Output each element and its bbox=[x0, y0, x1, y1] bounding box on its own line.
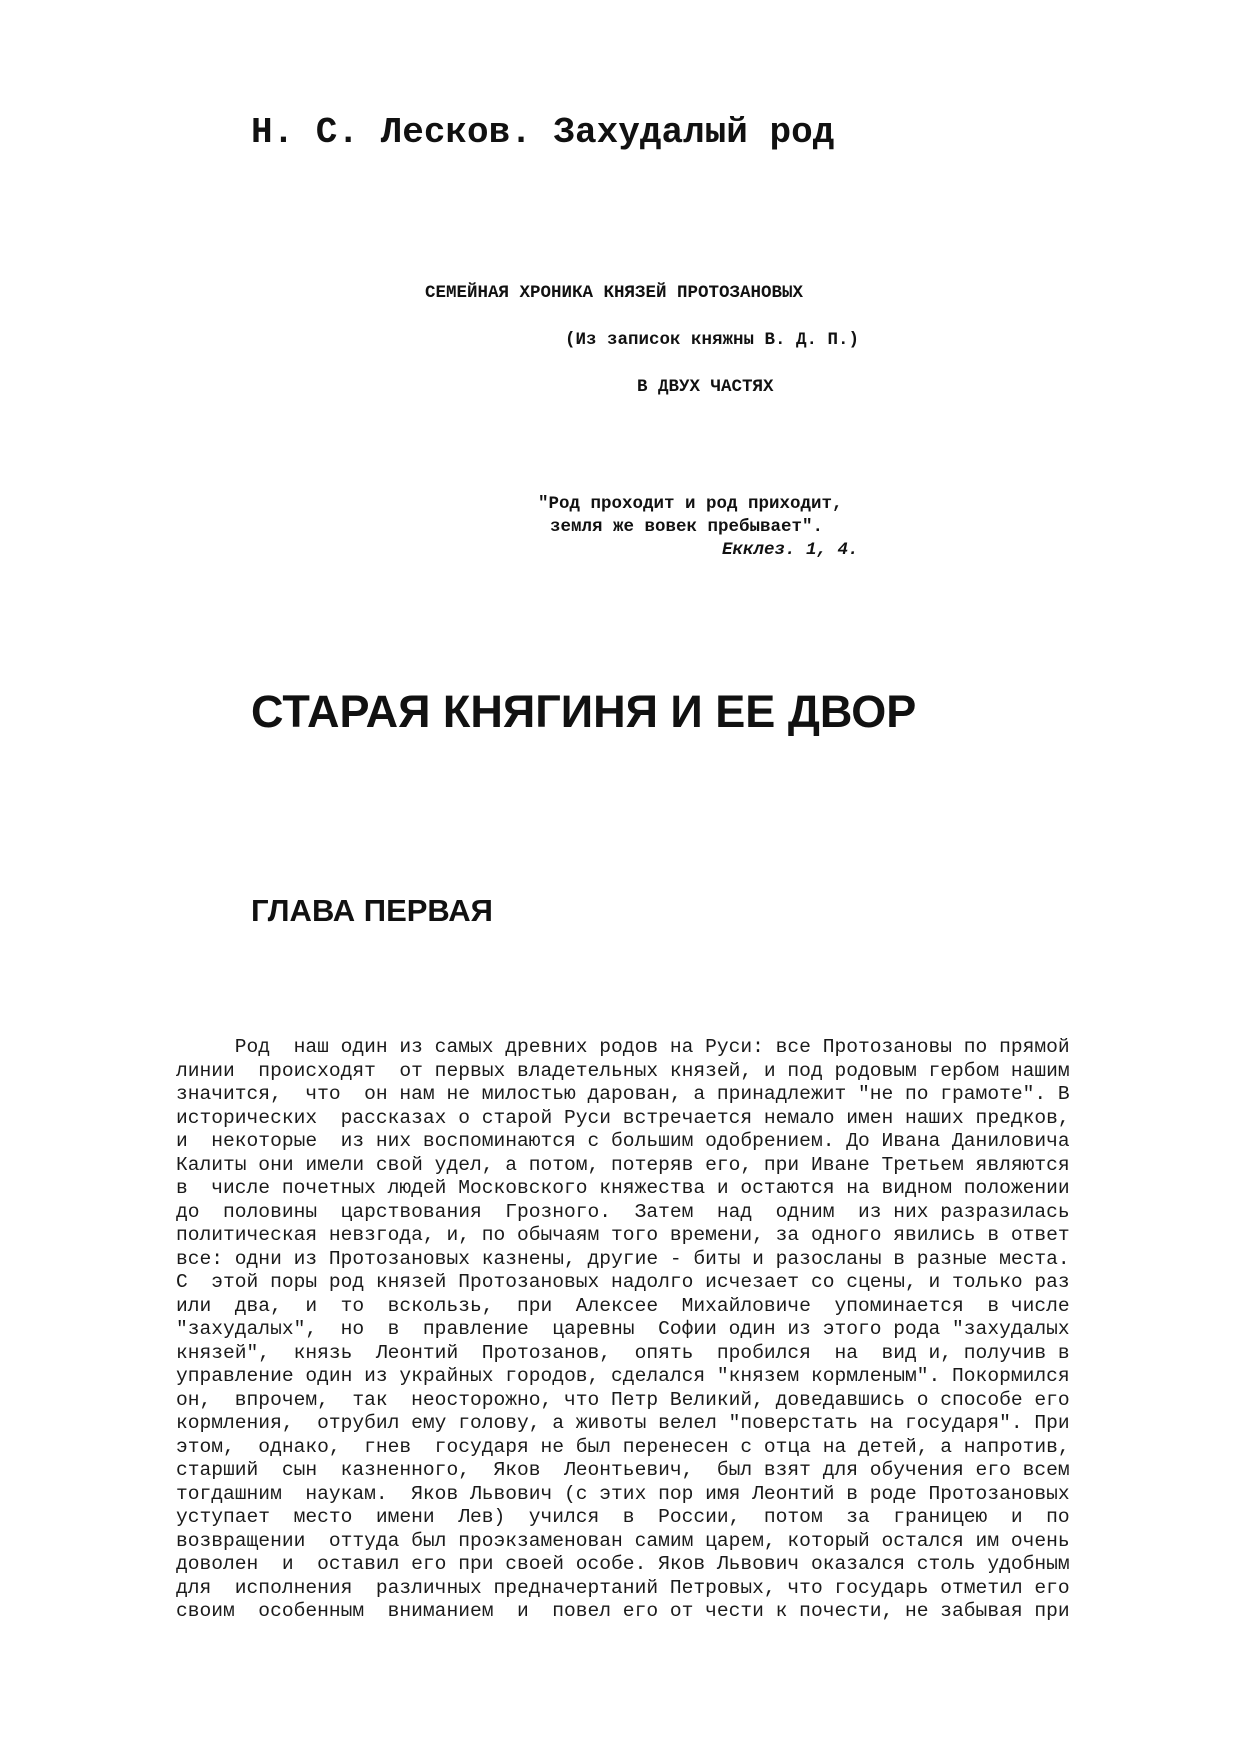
epigraph-line-1: "Род проходит и род приходит, bbox=[538, 494, 843, 514]
body-line: князей", князь Леонтий Протозанов, опять пробился на вид и, получив в bbox=[176, 1341, 1070, 1364]
subtitle-two-parts: В ДВУХ ЧАСТЯХ bbox=[637, 377, 774, 397]
body-line: кормления, отрубил ему голову, а животы велел "поверстать на государя". При bbox=[176, 1412, 1070, 1434]
body-line: управление один из украйных городов, сделался "князем кормленым". Покормился bbox=[176, 1365, 1070, 1387]
body-line: доволен и оставил его при своей особе. Яков Львович оказался столь удобным bbox=[176, 1553, 1070, 1575]
author-title: Н. С. Лесков. Захудалый род bbox=[251, 112, 835, 153]
body-paragraph bbox=[176, 1036, 1120, 1624]
body-line: С этой поры род князей Протозановых надолго исчезает со сцены, и только раз bbox=[176, 1271, 1070, 1293]
subtitle-family-chronicle: СЕМЕЙНАЯ ХРОНИКА КНЯЗЕЙ ПРОТОЗАНОВЫХ bbox=[425, 283, 804, 303]
body-line: значится, что он нам не милостью дарован, а принадлежит "не по грамоте". В bbox=[176, 1083, 1070, 1105]
body-line: для исполнения различных предначертаний Петровых, что государь отметил его bbox=[176, 1576, 1070, 1599]
body-line: в числе почетных людей Московского княжества и остаются на видном положении bbox=[176, 1177, 1070, 1199]
body-line: политическая невзгода, и, по обычаям того времени, за одного явились в ответ bbox=[176, 1224, 1070, 1246]
body-line: тогдашним наукам. Яков Львович (с этих пор имя Леонтий в роде Протозановых bbox=[176, 1482, 1070, 1505]
body-line: до половины царствования Грозного. Затем над одним из них разразилась bbox=[176, 1200, 1070, 1223]
body-line: "захудалых", но в правление царевны Софии один из этого рода "захудалых bbox=[176, 1318, 1070, 1340]
part-title: СТАРАЯ КНЯГИНЯ И ЕЕ ДВОР bbox=[251, 686, 917, 737]
body-line: Род наш один из самых древних родов на Руси: все Протозановы по прямой bbox=[176, 1036, 1070, 1058]
body-line: исторических рассказах о старой Руси встречается немало имен наших предков, bbox=[176, 1106, 1070, 1129]
body-line: и некоторые из них воспоминаются с большим одобрением. До Ивана Даниловича bbox=[176, 1130, 1070, 1152]
body-line: линии происходят от первых владетельных князей, и под родовым гербом нашим bbox=[176, 1059, 1070, 1082]
body-line: или два, и то вскользь, при Алексее Михайловиче упоминается в числе bbox=[176, 1294, 1070, 1317]
body-line: он, впрочем, так неосторожно, что Петр Великий, доведавшись о способе его bbox=[176, 1388, 1070, 1411]
body-line: все: одни из Протозановых казнены, другие - биты и разосланы в разные места. bbox=[176, 1247, 1070, 1270]
body-line: старший сын казненного, Яков Леонтьевич, был взят для обучения его всем bbox=[176, 1459, 1070, 1481]
chapter-title: ГЛАВА ПЕРВАЯ bbox=[251, 893, 493, 928]
body-line: возвращении оттуда был проэкзаменован самим царем, который остался им очень bbox=[176, 1529, 1070, 1552]
epigraph-line-2: земля же вовек пребывает". bbox=[550, 517, 824, 537]
body-line: своим особенным вниманием и повел его от чести к почести, не забывая при bbox=[176, 1600, 1070, 1622]
body-line: этом, однако, гнев государя не был перенесен с отца на детей, а напротив, bbox=[176, 1435, 1070, 1458]
body-line: уступает место имени Лев) учился в России, потом за границею и по bbox=[176, 1506, 1070, 1528]
body-line: Калиты они имели свой удел, а потом, потеряв его, при Иване Третьем являются bbox=[176, 1153, 1070, 1176]
epigraph-source: Екклез. 1, 4. bbox=[722, 540, 859, 560]
subtitle-notes-source: (Из записок княжны В. Д. П.) bbox=[565, 330, 860, 350]
